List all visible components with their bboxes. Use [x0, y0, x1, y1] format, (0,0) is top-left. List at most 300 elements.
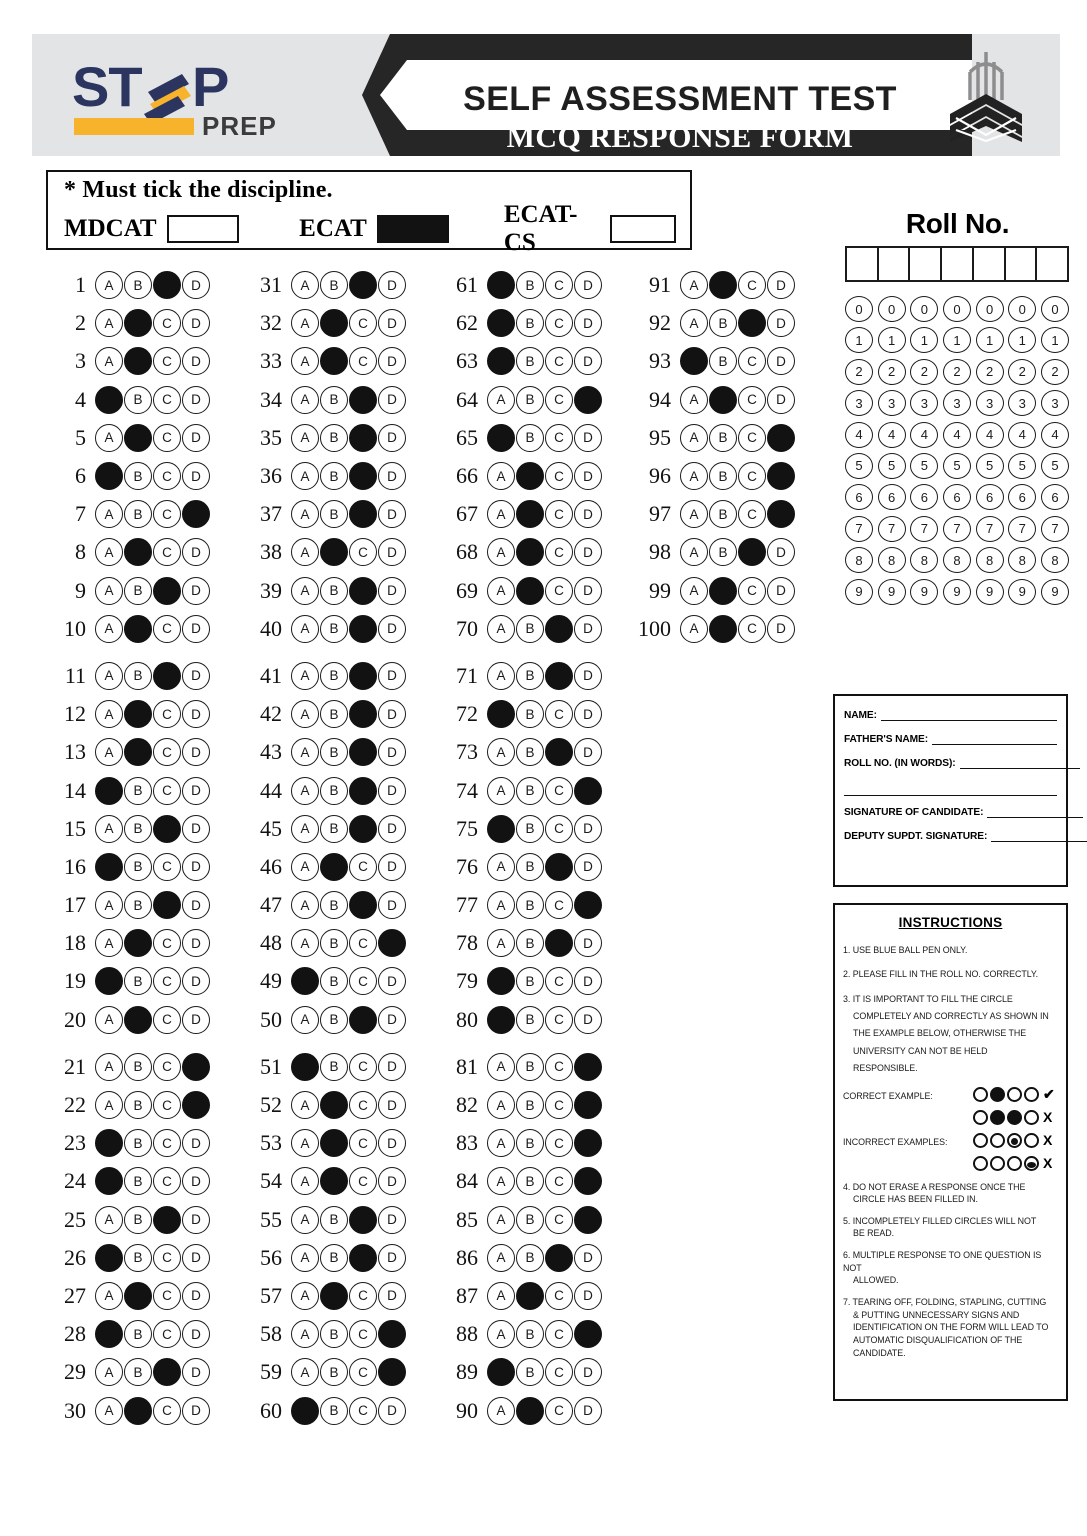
answer-bubble-78-D[interactable]: D	[574, 929, 602, 957]
answer-bubble-15-C[interactable]	[153, 815, 181, 843]
answer-bubble-20-D[interactable]: D	[182, 1006, 210, 1034]
answer-bubble-50-B[interactable]: B	[320, 1006, 348, 1034]
answer-bubble-17-B[interactable]: B	[124, 891, 152, 919]
roll-digit-bubble-c3-8[interactable]: 8	[910, 547, 938, 573]
roll-digit-bubble-c2-9[interactable]: 9	[878, 579, 906, 605]
answer-bubble-99-A[interactable]: A	[680, 577, 708, 605]
answer-bubble-57-C[interactable]: C	[349, 1282, 377, 1310]
roll-digit-bubble-c2-3[interactable]: 3	[878, 390, 906, 416]
answer-bubble-24-C[interactable]: C	[153, 1167, 181, 1195]
answer-bubble-89-D[interactable]: D	[574, 1358, 602, 1386]
answer-bubble-71-A[interactable]: A	[487, 662, 515, 690]
answer-bubble-49-A[interactable]	[291, 967, 319, 995]
answer-bubble-15-A[interactable]: A	[95, 815, 123, 843]
answer-bubble-38-D[interactable]: D	[378, 538, 406, 566]
answer-bubble-34-C[interactable]	[349, 386, 377, 414]
roll-no-cell-3[interactable]	[910, 248, 942, 280]
answer-bubble-18-D[interactable]: D	[182, 929, 210, 957]
answer-bubble-18-C[interactable]: C	[153, 929, 181, 957]
answer-bubble-85-C[interactable]: C	[545, 1206, 573, 1234]
answer-bubble-35-B[interactable]: B	[320, 424, 348, 452]
answer-bubble-68-D[interactable]: D	[574, 538, 602, 566]
answer-bubble-83-D[interactable]	[574, 1129, 602, 1157]
answer-bubble-52-C[interactable]: C	[349, 1091, 377, 1119]
answer-bubble-8-D[interactable]: D	[182, 538, 210, 566]
roll-digit-bubble-c6-0[interactable]: 0	[1008, 296, 1036, 322]
answer-bubble-26-D[interactable]: D	[182, 1244, 210, 1272]
answer-bubble-72-B[interactable]: B	[516, 700, 544, 728]
answer-bubble-54-D[interactable]: D	[378, 1167, 406, 1195]
answer-bubble-9-D[interactable]: D	[182, 577, 210, 605]
roll-digit-bubble-c1-0[interactable]: 0	[845, 296, 873, 322]
answer-bubble-54-A[interactable]: A	[291, 1167, 319, 1195]
roll-digit-bubble-c3-3[interactable]: 3	[910, 390, 938, 416]
answer-bubble-6-B[interactable]: B	[124, 462, 152, 490]
roll-digit-bubble-c1-2[interactable]: 2	[845, 359, 873, 385]
answer-bubble-68-A[interactable]: A	[487, 538, 515, 566]
roll-digit-bubble-c2-6[interactable]: 6	[878, 484, 906, 510]
answer-bubble-17-A[interactable]: A	[95, 891, 123, 919]
answer-bubble-85-B[interactable]: B	[516, 1206, 544, 1234]
answer-bubble-87-A[interactable]: A	[487, 1282, 515, 1310]
answer-bubble-63-C[interactable]: C	[545, 347, 573, 375]
answer-bubble-24-B[interactable]: B	[124, 1167, 152, 1195]
answer-bubble-44-A[interactable]: A	[291, 777, 319, 805]
answer-bubble-55-D[interactable]: D	[378, 1206, 406, 1234]
roll-digit-bubble-c5-4[interactable]: 4	[976, 422, 1004, 448]
answer-bubble-43-D[interactable]: D	[378, 738, 406, 766]
answer-bubble-10-C[interactable]: C	[153, 615, 181, 643]
answer-bubble-4-A[interactable]	[95, 386, 123, 414]
answer-bubble-75-D[interactable]: D	[574, 815, 602, 843]
discipline-option-ecat-cs[interactable]	[504, 201, 676, 257]
answer-bubble-59-D[interactable]	[378, 1358, 406, 1386]
answer-bubble-82-C[interactable]: C	[545, 1091, 573, 1119]
roll-digit-bubble-c7-1[interactable]: 1	[1041, 327, 1069, 353]
answer-bubble-14-D[interactable]: D	[182, 777, 210, 805]
answer-bubble-91-C[interactable]: C	[738, 271, 766, 299]
answer-bubble-70-A[interactable]: A	[487, 615, 515, 643]
roll-digit-bubble-c5-5[interactable]: 5	[976, 453, 1004, 479]
answer-bubble-57-D[interactable]: D	[378, 1282, 406, 1310]
roll-digit-bubble-c4-6[interactable]: 6	[943, 484, 971, 510]
answer-bubble-72-A[interactable]	[487, 700, 515, 728]
answer-bubble-28-A[interactable]	[95, 1320, 123, 1348]
answer-bubble-39-B[interactable]: B	[320, 577, 348, 605]
answer-bubble-28-B[interactable]: B	[124, 1320, 152, 1348]
answer-bubble-84-C[interactable]: C	[545, 1167, 573, 1195]
answer-bubble-43-B[interactable]: B	[320, 738, 348, 766]
roll-digit-bubble-c4-9[interactable]: 9	[943, 579, 971, 605]
answer-bubble-6-C[interactable]: C	[153, 462, 181, 490]
answer-bubble-11-A[interactable]: A	[95, 662, 123, 690]
answer-bubble-90-D[interactable]: D	[574, 1397, 602, 1425]
roll-digit-bubble-c6-8[interactable]: 8	[1008, 547, 1036, 573]
answer-bubble-56-A[interactable]: A	[291, 1244, 319, 1272]
answer-bubble-37-C[interactable]	[349, 500, 377, 528]
answer-bubble-33-A[interactable]: A	[291, 347, 319, 375]
candidate-field-deputy-signature[interactable]	[844, 831, 1057, 842]
roll-digit-bubble-c3-1[interactable]: 1	[910, 327, 938, 353]
answer-bubble-12-C[interactable]: C	[153, 700, 181, 728]
answer-bubble-3-A[interactable]: A	[95, 347, 123, 375]
answer-bubble-5-C[interactable]: C	[153, 424, 181, 452]
roll-digit-bubble-c3-7[interactable]: 7	[910, 516, 938, 542]
answer-bubble-50-C[interactable]	[349, 1006, 377, 1034]
answer-bubble-56-D[interactable]: D	[378, 1244, 406, 1272]
answer-bubble-80-A[interactable]	[487, 1006, 515, 1034]
answer-bubble-28-D[interactable]: D	[182, 1320, 210, 1348]
answer-bubble-73-D[interactable]: D	[574, 738, 602, 766]
answer-bubble-1-A[interactable]: A	[95, 271, 123, 299]
answer-bubble-30-C[interactable]: C	[153, 1397, 181, 1425]
answer-bubble-87-C[interactable]: C	[545, 1282, 573, 1310]
answer-bubble-34-B[interactable]: B	[320, 386, 348, 414]
answer-bubble-78-B[interactable]: B	[516, 929, 544, 957]
answer-bubble-25-D[interactable]: D	[182, 1206, 210, 1234]
answer-bubble-20-A[interactable]: A	[95, 1006, 123, 1034]
roll-digit-bubble-c6-9[interactable]: 9	[1008, 579, 1036, 605]
answer-bubble-94-A[interactable]: A	[680, 386, 708, 414]
answer-bubble-47-C[interactable]	[349, 891, 377, 919]
answer-bubble-63-B[interactable]: B	[516, 347, 544, 375]
answer-bubble-95-B[interactable]: B	[709, 424, 737, 452]
answer-bubble-78-A[interactable]: A	[487, 929, 515, 957]
answer-bubble-22-B[interactable]: B	[124, 1091, 152, 1119]
discipline-checkbox-mdcat[interactable]	[167, 215, 239, 243]
answer-bubble-78-C[interactable]	[545, 929, 573, 957]
answer-bubble-99-B[interactable]	[709, 577, 737, 605]
answer-bubble-21-A[interactable]: A	[95, 1053, 123, 1081]
answer-bubble-29-C[interactable]	[153, 1358, 181, 1386]
answer-bubble-97-B[interactable]: B	[709, 500, 737, 528]
answer-bubble-81-C[interactable]: C	[545, 1053, 573, 1081]
answer-bubble-16-B[interactable]: B	[124, 853, 152, 881]
answer-bubble-62-A[interactable]	[487, 309, 515, 337]
answer-bubble-100-A[interactable]: A	[680, 615, 708, 643]
roll-digit-bubble-c5-6[interactable]: 6	[976, 484, 1004, 510]
answer-bubble-85-D[interactable]	[574, 1206, 602, 1234]
answer-bubble-100-B[interactable]	[709, 615, 737, 643]
answer-bubble-73-A[interactable]: A	[487, 738, 515, 766]
roll-digit-bubble-c6-2[interactable]: 2	[1008, 359, 1036, 385]
answer-bubble-22-C[interactable]: C	[153, 1091, 181, 1119]
answer-bubble-99-C[interactable]: C	[738, 577, 766, 605]
answer-bubble-55-A[interactable]: A	[291, 1206, 319, 1234]
roll-digit-bubble-c6-4[interactable]: 4	[1008, 422, 1036, 448]
answer-bubble-67-A[interactable]: A	[487, 500, 515, 528]
answer-bubble-82-A[interactable]: A	[487, 1091, 515, 1119]
answer-bubble-29-A[interactable]: A	[95, 1358, 123, 1386]
roll-no-digit-grid[interactable]	[845, 296, 1070, 605]
answer-bubble-69-C[interactable]: C	[545, 577, 573, 605]
answer-bubble-84-A[interactable]: A	[487, 1167, 515, 1195]
roll-digit-bubble-c3-9[interactable]: 9	[910, 579, 938, 605]
answer-bubble-49-C[interactable]: C	[349, 967, 377, 995]
answer-bubble-1-D[interactable]: D	[182, 271, 210, 299]
roll-digit-bubble-c7-4[interactable]: 4	[1041, 422, 1069, 448]
answer-bubble-11-D[interactable]: D	[182, 662, 210, 690]
answer-bubble-58-C[interactable]: C	[349, 1320, 377, 1348]
answer-bubble-1-C[interactable]	[153, 271, 181, 299]
answer-bubble-32-A[interactable]: A	[291, 309, 319, 337]
answer-bubble-91-D[interactable]: D	[767, 271, 795, 299]
answer-bubble-86-D[interactable]: D	[574, 1244, 602, 1272]
answer-bubble-77-B[interactable]: B	[516, 891, 544, 919]
answer-bubble-66-D[interactable]: D	[574, 462, 602, 490]
answer-bubble-93-A[interactable]	[680, 347, 708, 375]
answer-bubble-65-B[interactable]: B	[516, 424, 544, 452]
answer-bubble-70-C[interactable]	[545, 615, 573, 643]
answer-bubble-36-A[interactable]: A	[291, 462, 319, 490]
answer-bubble-76-A[interactable]: A	[487, 853, 515, 881]
roll-no-boxes[interactable]	[845, 246, 1069, 282]
answer-bubble-25-A[interactable]: A	[95, 1206, 123, 1234]
answer-bubble-94-C[interactable]: C	[738, 386, 766, 414]
answer-bubble-47-D[interactable]: D	[378, 891, 406, 919]
answer-bubble-46-B[interactable]	[320, 853, 348, 881]
answer-bubble-28-C[interactable]: C	[153, 1320, 181, 1348]
roll-digit-bubble-c1-6[interactable]: 6	[845, 484, 873, 510]
answer-bubble-54-B[interactable]	[320, 1167, 348, 1195]
candidate-field-signature[interactable]	[844, 807, 1057, 818]
answer-bubble-10-B[interactable]	[124, 615, 152, 643]
answer-bubble-61-B[interactable]: B	[516, 271, 544, 299]
answer-bubble-63-A[interactable]	[487, 347, 515, 375]
roll-digit-bubble-c7-5[interactable]: 5	[1041, 453, 1069, 479]
answer-bubble-22-D[interactable]	[182, 1091, 210, 1119]
answer-bubble-30-D[interactable]: D	[182, 1397, 210, 1425]
discipline-option-ecat[interactable]	[299, 215, 449, 243]
roll-no-cell-2[interactable]	[879, 248, 911, 280]
answer-bubble-97-A[interactable]: A	[680, 500, 708, 528]
answer-bubble-4-B[interactable]: B	[124, 386, 152, 414]
answer-bubble-3-C[interactable]: C	[153, 347, 181, 375]
answer-bubble-80-B[interactable]: B	[516, 1006, 544, 1034]
answer-bubble-95-A[interactable]: A	[680, 424, 708, 452]
answer-bubble-25-C[interactable]	[153, 1206, 181, 1234]
answer-bubble-66-C[interactable]: C	[545, 462, 573, 490]
answer-bubble-27-B[interactable]	[124, 1282, 152, 1310]
answer-bubble-75-B[interactable]: B	[516, 815, 544, 843]
answer-bubble-35-D[interactable]: D	[378, 424, 406, 452]
answer-bubble-83-B[interactable]: B	[516, 1129, 544, 1157]
answer-bubble-90-B[interactable]	[516, 1397, 544, 1425]
answer-bubble-48-D[interactable]	[378, 929, 406, 957]
answer-bubble-82-B[interactable]: B	[516, 1091, 544, 1119]
answer-bubble-60-D[interactable]: D	[378, 1397, 406, 1425]
answer-bubble-41-A[interactable]: A	[291, 662, 319, 690]
answer-bubble-53-C[interactable]: C	[349, 1129, 377, 1157]
answer-bubble-99-D[interactable]: D	[767, 577, 795, 605]
answer-bubble-1-B[interactable]: B	[124, 271, 152, 299]
answer-bubble-41-B[interactable]: B	[320, 662, 348, 690]
answer-bubble-44-C[interactable]	[349, 777, 377, 805]
answer-bubble-69-B[interactable]	[516, 577, 544, 605]
roll-digit-bubble-c7-0[interactable]: 0	[1041, 296, 1069, 322]
answer-bubble-97-C[interactable]: C	[738, 500, 766, 528]
answer-bubble-85-A[interactable]: A	[487, 1206, 515, 1234]
roll-digit-bubble-c6-6[interactable]: 6	[1008, 484, 1036, 510]
answer-bubble-17-D[interactable]: D	[182, 891, 210, 919]
answer-bubble-27-A[interactable]: A	[95, 1282, 123, 1310]
answer-bubble-88-C[interactable]: C	[545, 1320, 573, 1348]
answer-bubble-41-C[interactable]	[349, 662, 377, 690]
answer-bubble-2-B[interactable]	[124, 309, 152, 337]
answer-bubble-76-D[interactable]: D	[574, 853, 602, 881]
answer-bubble-16-A[interactable]	[95, 853, 123, 881]
roll-digit-bubble-c2-0[interactable]: 0	[878, 296, 906, 322]
answer-bubble-45-C[interactable]	[349, 815, 377, 843]
roll-no-cell-5[interactable]	[974, 248, 1006, 280]
answer-bubble-42-A[interactable]: A	[291, 700, 319, 728]
answer-bubble-89-B[interactable]: B	[516, 1358, 544, 1386]
answer-bubble-57-B[interactable]	[320, 1282, 348, 1310]
answer-bubble-55-B[interactable]: B	[320, 1206, 348, 1234]
roll-digit-bubble-c5-2[interactable]: 2	[976, 359, 1004, 385]
roll-digit-bubble-c6-3[interactable]: 3	[1008, 390, 1036, 416]
answer-bubble-5-B[interactable]	[124, 424, 152, 452]
answer-bubble-98-C[interactable]	[738, 538, 766, 566]
answer-bubble-62-C[interactable]: C	[545, 309, 573, 337]
answer-bubble-36-B[interactable]: B	[320, 462, 348, 490]
answer-bubble-2-D[interactable]: D	[182, 309, 210, 337]
answer-bubble-61-A[interactable]	[487, 271, 515, 299]
answer-bubble-92-C[interactable]	[738, 309, 766, 337]
discipline-checkbox-ecat[interactable]	[377, 215, 449, 243]
roll-digit-bubble-c2-1[interactable]: 1	[878, 327, 906, 353]
answer-bubble-97-D[interactable]	[767, 500, 795, 528]
roll-digit-bubble-c2-7[interactable]: 7	[878, 516, 906, 542]
answer-bubble-9-A[interactable]: A	[95, 577, 123, 605]
answer-bubble-59-B[interactable]: B	[320, 1358, 348, 1386]
answer-bubble-25-B[interactable]: B	[124, 1206, 152, 1234]
answer-bubble-53-A[interactable]: A	[291, 1129, 319, 1157]
roll-digit-bubble-c1-9[interactable]: 9	[845, 579, 873, 605]
answer-bubble-30-B[interactable]	[124, 1397, 152, 1425]
answer-bubble-23-D[interactable]: D	[182, 1129, 210, 1157]
answer-bubble-74-B[interactable]: B	[516, 777, 544, 805]
roll-digit-bubble-c2-4[interactable]: 4	[878, 422, 906, 448]
answer-bubble-11-C[interactable]	[153, 662, 181, 690]
answer-bubble-93-D[interactable]: D	[767, 347, 795, 375]
answer-bubble-95-D[interactable]	[767, 424, 795, 452]
roll-digit-bubble-c6-5[interactable]: 5	[1008, 453, 1036, 479]
answer-bubble-98-D[interactable]: D	[767, 538, 795, 566]
answer-bubble-38-A[interactable]: A	[291, 538, 319, 566]
answer-bubble-88-D[interactable]	[574, 1320, 602, 1348]
answer-bubble-32-D[interactable]: D	[378, 309, 406, 337]
discipline-checkbox-ecat-cs[interactable]	[610, 215, 676, 243]
answer-bubble-36-C[interactable]	[349, 462, 377, 490]
answer-bubble-86-A[interactable]: A	[487, 1244, 515, 1272]
answer-bubble-42-B[interactable]: B	[320, 700, 348, 728]
answer-bubble-35-A[interactable]: A	[291, 424, 319, 452]
answer-bubble-35-C[interactable]	[349, 424, 377, 452]
answer-bubble-31-B[interactable]: B	[320, 271, 348, 299]
answer-bubble-89-A[interactable]	[487, 1358, 515, 1386]
answer-bubble-64-B[interactable]: B	[516, 386, 544, 414]
roll-digit-bubble-c4-1[interactable]: 1	[943, 327, 971, 353]
answer-bubble-42-C[interactable]	[349, 700, 377, 728]
answer-bubble-75-C[interactable]: C	[545, 815, 573, 843]
roll-digit-bubble-c4-3[interactable]: 3	[943, 390, 971, 416]
answer-bubble-16-C[interactable]: C	[153, 853, 181, 881]
answer-bubble-19-A[interactable]	[95, 967, 123, 995]
answer-bubble-50-D[interactable]: D	[378, 1006, 406, 1034]
answer-bubble-40-B[interactable]: B	[320, 615, 348, 643]
answer-bubble-77-D[interactable]	[574, 891, 602, 919]
answer-bubble-31-C[interactable]	[349, 271, 377, 299]
answer-bubble-9-C[interactable]	[153, 577, 181, 605]
answer-bubble-84-B[interactable]: B	[516, 1167, 544, 1195]
answer-bubble-93-B[interactable]: B	[709, 347, 737, 375]
answer-bubble-93-C[interactable]: C	[738, 347, 766, 375]
answer-bubble-26-C[interactable]: C	[153, 1244, 181, 1272]
answer-bubble-94-D[interactable]: D	[767, 386, 795, 414]
answer-bubble-50-A[interactable]: A	[291, 1006, 319, 1034]
answer-bubble-71-B[interactable]: B	[516, 662, 544, 690]
answer-bubble-56-B[interactable]: B	[320, 1244, 348, 1272]
answer-bubble-59-C[interactable]: C	[349, 1358, 377, 1386]
answer-bubble-8-C[interactable]: C	[153, 538, 181, 566]
answer-bubble-94-B[interactable]	[709, 386, 737, 414]
answer-bubble-15-B[interactable]: B	[124, 815, 152, 843]
roll-digit-bubble-c4-2[interactable]: 2	[943, 359, 971, 385]
answer-bubble-11-B[interactable]: B	[124, 662, 152, 690]
answer-bubble-3-D[interactable]: D	[182, 347, 210, 375]
roll-no-cell-4[interactable]	[942, 248, 974, 280]
answer-bubble-76-C[interactable]	[545, 853, 573, 881]
answer-bubble-9-B[interactable]: B	[124, 577, 152, 605]
answer-bubble-19-C[interactable]: C	[153, 967, 181, 995]
roll-digit-bubble-c7-7[interactable]: 7	[1041, 516, 1069, 542]
answer-bubble-36-D[interactable]: D	[378, 462, 406, 490]
roll-digit-bubble-c4-8[interactable]: 8	[943, 547, 971, 573]
answer-bubble-69-A[interactable]: A	[487, 577, 515, 605]
answer-bubble-79-C[interactable]: C	[545, 967, 573, 995]
answer-bubble-58-A[interactable]: A	[291, 1320, 319, 1348]
answer-bubble-26-A[interactable]	[95, 1244, 123, 1272]
answer-bubble-37-B[interactable]: B	[320, 500, 348, 528]
answer-bubble-79-D[interactable]: D	[574, 967, 602, 995]
answer-bubble-5-D[interactable]: D	[182, 424, 210, 452]
answer-bubble-91-B[interactable]	[709, 271, 737, 299]
answer-bubble-14-A[interactable]	[95, 777, 123, 805]
answer-bubble-37-A[interactable]: A	[291, 500, 319, 528]
answer-bubble-39-C[interactable]	[349, 577, 377, 605]
answer-bubble-52-D[interactable]: D	[378, 1091, 406, 1119]
answer-bubble-6-D[interactable]: D	[182, 462, 210, 490]
answer-bubble-7-D[interactable]	[182, 500, 210, 528]
answer-bubble-22-A[interactable]: A	[95, 1091, 123, 1119]
answer-bubble-39-D[interactable]: D	[378, 577, 406, 605]
answer-bubble-92-A[interactable]: A	[680, 309, 708, 337]
roll-digit-bubble-c6-7[interactable]: 7	[1008, 516, 1036, 542]
answer-bubble-51-A[interactable]	[291, 1053, 319, 1081]
answer-bubble-44-B[interactable]: B	[320, 777, 348, 805]
roll-no-cell-6[interactable]	[1006, 248, 1038, 280]
answer-bubble-92-D[interactable]: D	[767, 309, 795, 337]
answer-bubble-31-D[interactable]: D	[378, 271, 406, 299]
answer-bubble-33-D[interactable]: D	[378, 347, 406, 375]
answer-bubble-18-B[interactable]	[124, 929, 152, 957]
answer-bubble-68-B[interactable]	[516, 538, 544, 566]
answer-bubble-8-A[interactable]: A	[95, 538, 123, 566]
answer-bubble-65-D[interactable]: D	[574, 424, 602, 452]
answer-bubble-84-D[interactable]	[574, 1167, 602, 1195]
answer-bubble-34-A[interactable]: A	[291, 386, 319, 414]
